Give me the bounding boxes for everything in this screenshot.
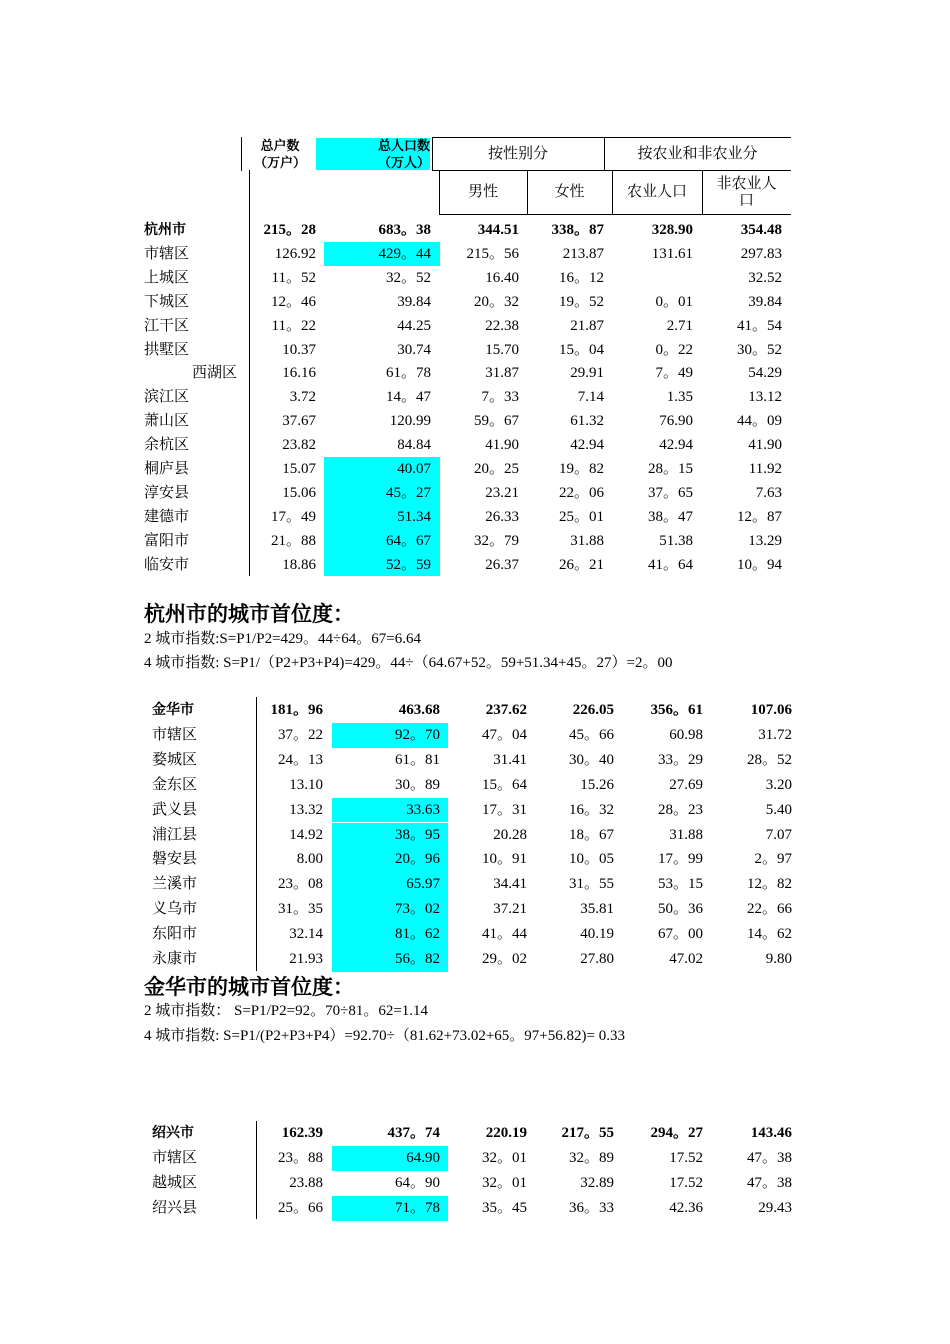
region-name: 兰溪市 xyxy=(152,876,198,893)
region-name: 富阳市 xyxy=(144,532,190,549)
jinhua-formula-4: 4 城市指数: S=P1/(P2+P3+P4）=92.70÷（81.62+73.02+65。97+56.82)= 0.33 xyxy=(144,1028,625,1044)
table-cell: 131.61 xyxy=(651,245,693,262)
table-cell: 463.68 xyxy=(398,702,440,718)
table-cell: 14。47 xyxy=(385,389,431,406)
table-cell: 7。33 xyxy=(481,389,519,406)
table-cell: 41.90 xyxy=(748,437,782,454)
table-cell: 84.84 xyxy=(397,437,431,454)
table-cell: 59。67 xyxy=(473,413,519,430)
table-cell: 27.69 xyxy=(669,776,703,793)
table-cell: 67。00 xyxy=(657,926,703,943)
table-cell: 23.88 xyxy=(289,1174,323,1191)
table-cell: 30.74 xyxy=(397,341,431,358)
table-cell: 13.32 xyxy=(289,801,323,818)
table-cell: 61。78 xyxy=(385,365,431,382)
agri-header: 农业人口 xyxy=(626,184,687,200)
table-cell: 36。33 xyxy=(568,1199,614,1216)
table-cell: 143.46 xyxy=(750,1125,792,1141)
table-cell: 47。38 xyxy=(746,1174,792,1191)
table-cell: 32.89 xyxy=(580,1174,614,1191)
table-cell: 44。09 xyxy=(736,413,782,430)
table-cell: 22。06 xyxy=(558,484,604,501)
table-cell: 215。56 xyxy=(466,245,519,262)
hangzhou-title: 杭州市的城市首位度： xyxy=(144,602,354,626)
table-cell: 23。88 xyxy=(277,1149,323,1166)
region-name: 绍兴市 xyxy=(152,1125,194,1141)
table-cell: 0。22 xyxy=(655,341,693,358)
households-header: 总户数 （万户） xyxy=(253,139,306,171)
table-cell: 18。67 xyxy=(568,826,614,843)
table-cell: 53。15 xyxy=(657,876,703,893)
nonagri-header: 非农业人 口 xyxy=(716,176,777,209)
table-cell: 17。49 xyxy=(270,508,316,525)
table-cell: 356。61 xyxy=(650,702,703,718)
table-cell: 16.16 xyxy=(282,365,316,382)
region-name: 拱墅区 xyxy=(144,341,190,358)
region-name: 余杭区 xyxy=(144,437,190,454)
header-divider xyxy=(241,137,242,171)
table-cell: 19。52 xyxy=(558,293,604,310)
table-cell: 23.82 xyxy=(282,437,316,454)
region-name: 建德市 xyxy=(144,508,190,525)
table-cell: 107.06 xyxy=(750,702,792,718)
table-cell: 31。55 xyxy=(568,876,614,893)
table-cell: 47。38 xyxy=(746,1149,792,1166)
table-cell: 16。32 xyxy=(568,801,614,818)
table-cell: 31.87 xyxy=(485,365,519,382)
table-cell: 24。13 xyxy=(277,751,323,768)
by-agri-header: 按农业和非农业分 xyxy=(637,146,758,162)
table-cell: 33.63 xyxy=(406,801,440,818)
table-cell: 215。28 xyxy=(263,222,316,238)
table-cell: 31。35 xyxy=(277,901,323,918)
table-cell: 181。96 xyxy=(270,702,323,718)
table-cell: 3.72 xyxy=(289,389,316,406)
table-cell: 31.41 xyxy=(493,751,527,768)
header-line xyxy=(249,170,250,214)
table-cell: 683。38 xyxy=(378,222,431,238)
table-cell: 29.91 xyxy=(570,365,604,382)
table-cell: 47.02 xyxy=(669,951,703,967)
table-cell: 22.38 xyxy=(485,317,519,334)
table-cell: 20。32 xyxy=(473,293,519,310)
table-cell: 26.37 xyxy=(485,556,519,573)
table-cell: 13.29 xyxy=(748,532,782,549)
table-cell: 37.21 xyxy=(493,901,527,918)
table-cell: 37。22 xyxy=(277,726,323,743)
table-cell: 11.92 xyxy=(748,461,782,477)
table-cell: 52。59 xyxy=(385,556,431,573)
table-cell: 18.86 xyxy=(282,556,316,573)
table-cell: 30。89 xyxy=(394,776,440,793)
table-cell: 37。65 xyxy=(647,484,693,501)
region-name: 永康市 xyxy=(152,951,198,967)
table-cell: 64。67 xyxy=(385,532,431,549)
table-cell: 23.21 xyxy=(485,484,519,501)
table-cell: 12。87 xyxy=(736,508,782,525)
region-name: 下城区 xyxy=(144,293,190,310)
region-name: 临安市 xyxy=(144,556,190,573)
table-cell: 10。91 xyxy=(481,851,527,868)
table-cell: 17。99 xyxy=(657,851,703,868)
header-top-line xyxy=(432,137,791,138)
table-cell: 38。47 xyxy=(647,508,693,525)
table-cell: 40.19 xyxy=(580,926,614,943)
region-name: 婺城区 xyxy=(152,751,198,768)
table-cell: 21.93 xyxy=(289,951,323,967)
table-cell: 1.35 xyxy=(666,389,693,406)
region-name: 武义县 xyxy=(152,801,198,818)
table-cell: 13.12 xyxy=(748,389,782,406)
table-cell: 20.28 xyxy=(493,826,527,843)
region-name: 滨江区 xyxy=(144,389,190,406)
table-cell: 47。04 xyxy=(481,726,527,743)
table-cell: 32。79 xyxy=(473,532,519,549)
table-cell: 7.07 xyxy=(765,826,792,843)
table-cell: 30。52 xyxy=(736,341,782,358)
table-cell: 32。89 xyxy=(568,1149,614,1166)
table-cell: 81。62 xyxy=(394,926,440,943)
region-name: 越城区 xyxy=(152,1174,198,1191)
table-cell: 7。49 xyxy=(655,365,693,382)
hangzhou-formula-4: 4 城市指数: S=P1/（P2+P3+P4)=429。44÷（64.67+52。59+51.34+45。27）=2。00 xyxy=(144,655,673,671)
table-cell: 71。78 xyxy=(394,1199,440,1216)
table-cell: 29.43 xyxy=(758,1199,792,1216)
table-cell: 14.92 xyxy=(289,826,323,843)
region-name: 江干区 xyxy=(144,317,190,334)
table-cell: 0。01 xyxy=(655,293,693,310)
table-cell: 76.90 xyxy=(659,413,693,430)
table-cell: 22。66 xyxy=(746,901,792,918)
table-cell: 11。22 xyxy=(271,317,316,334)
table-cell: 328.90 xyxy=(651,222,693,238)
region-name: 金华市 xyxy=(152,702,194,718)
table-cell: 17.52 xyxy=(669,1149,703,1166)
table-cell: 21.87 xyxy=(570,317,604,334)
table-cell: 64.90 xyxy=(406,1149,440,1166)
table-cell: 28。23 xyxy=(657,801,703,818)
table-cell: 34.41 xyxy=(493,876,527,893)
table-cell: 14。62 xyxy=(746,926,792,943)
table-cell: 10。05 xyxy=(568,851,614,868)
table-cell: 7.63 xyxy=(755,484,782,501)
table-cell: 30。40 xyxy=(568,751,614,768)
table-cell: 354.48 xyxy=(740,222,782,238)
table-cell: 12。82 xyxy=(746,876,792,893)
table-cell: 35。45 xyxy=(481,1199,527,1216)
table-cell: 126.92 xyxy=(274,245,316,262)
table-cell: 51.38 xyxy=(659,532,693,549)
population-header: 总人口数 （万人） xyxy=(377,139,430,171)
male-header: 男性 xyxy=(467,184,498,200)
table-cell: 38。95 xyxy=(394,826,440,843)
table-cell: 17.52 xyxy=(669,1174,703,1191)
table-cell: 10.37 xyxy=(282,341,316,358)
table-cell: 54.29 xyxy=(748,365,782,382)
table-cell: 2。97 xyxy=(754,851,792,868)
table-cell: 217。55 xyxy=(561,1125,614,1141)
table-cell: 8.00 xyxy=(296,851,323,868)
table-cell: 15。04 xyxy=(558,341,604,358)
table-cell: 21。88 xyxy=(270,532,316,549)
table-cell: 32。01 xyxy=(481,1149,527,1166)
female-header: 女性 xyxy=(554,184,585,200)
table-cell: 17。31 xyxy=(481,801,527,818)
table-cell: 37.67 xyxy=(282,413,316,430)
table-cell: 338。87 xyxy=(551,222,604,238)
table-cell: 42.94 xyxy=(570,437,604,454)
table-cell: 12。46 xyxy=(270,293,316,310)
table-cell: 297.83 xyxy=(740,245,782,262)
table-cell: 15.70 xyxy=(485,341,519,358)
table-cell: 31.72 xyxy=(758,726,792,743)
region-name: 萧山区 xyxy=(144,413,190,430)
region-name: 市辖区 xyxy=(144,245,190,262)
table-cell: 10。94 xyxy=(736,556,782,573)
table-cell: 32.52 xyxy=(748,269,782,286)
hangzhou-formula-2: 2 城市指数:S=P1/P2=429。44÷64。67=6.64 xyxy=(144,631,421,647)
table-cell: 20。25 xyxy=(473,461,519,477)
region-name: 磐安县 xyxy=(152,851,198,868)
table-cell: 429。44 xyxy=(378,245,431,262)
region-name: 金东区 xyxy=(152,776,198,793)
by-sex-header: 按性别分 xyxy=(487,146,548,162)
table-cell: 61.32 xyxy=(570,413,604,430)
table-cell: 15.26 xyxy=(580,776,614,793)
table-cell: 5.40 xyxy=(765,801,792,818)
table-cell: 16。12 xyxy=(558,269,604,286)
table-cell: 11。52 xyxy=(271,269,316,286)
table-cell: 33。29 xyxy=(657,751,703,768)
table-cell: 28。15 xyxy=(647,461,693,477)
header-bottom-line xyxy=(439,214,791,215)
table-cell: 19。82 xyxy=(558,461,604,477)
table-cell: 45。66 xyxy=(568,726,614,743)
region-name: 淳安县 xyxy=(144,484,190,501)
table-cell: 41。54 xyxy=(736,317,782,334)
table-cell: 213.87 xyxy=(562,245,604,262)
table-cell: 39.84 xyxy=(397,293,431,310)
table-cell: 32。52 xyxy=(385,269,431,286)
table-cell: 28。52 xyxy=(746,751,792,768)
table-cell: 41.90 xyxy=(485,437,519,454)
table-cell: 437。74 xyxy=(387,1125,440,1141)
table-cell: 45。27 xyxy=(385,484,431,501)
table-cell: 294。27 xyxy=(650,1125,703,1141)
table-cell: 15。64 xyxy=(481,776,527,793)
table-cell: 226.05 xyxy=(572,702,614,718)
table-cell: 9.80 xyxy=(765,951,792,967)
table-cell: 31.88 xyxy=(669,826,703,843)
region-name: 桐庐县 xyxy=(144,461,190,477)
table-cell: 50。36 xyxy=(657,901,703,918)
table-cell: 35.81 xyxy=(580,901,614,918)
table-cell: 162.39 xyxy=(281,1125,323,1141)
table-cell: 40.07 xyxy=(397,461,431,477)
table-cell: 39.84 xyxy=(748,293,782,310)
table-cell: 237.62 xyxy=(485,702,527,718)
region-name: 绍兴县 xyxy=(152,1199,198,1216)
table-cell: 2.71 xyxy=(666,317,693,334)
table-cell: 15.06 xyxy=(282,484,316,501)
jinhua-formula-2: 2 城市指数： S=P1/P2=92。70÷81。62=1.14 xyxy=(144,1003,429,1019)
table-cell: 42.94 xyxy=(659,437,693,454)
table-cell: 16.40 xyxy=(485,269,519,286)
table-cell: 41。64 xyxy=(647,556,693,573)
table-cell: 29。02 xyxy=(481,951,527,967)
table-cell: 15.07 xyxy=(282,461,316,477)
table-cell: 27.80 xyxy=(580,951,614,967)
table-cell: 25。66 xyxy=(277,1199,323,1216)
table-cell: 25。01 xyxy=(558,508,604,525)
region-name: 杭州市 xyxy=(144,222,186,238)
table-cell: 20。96 xyxy=(394,851,440,868)
jinhua-title: 金华市的城市首位度： xyxy=(144,975,354,999)
table-cell: 26。21 xyxy=(558,556,604,573)
table-cell: 64。90 xyxy=(394,1174,440,1191)
table-cell: 3.20 xyxy=(765,776,792,793)
table-cell: 56。82 xyxy=(394,951,440,967)
table-cell: 220.19 xyxy=(485,1125,527,1141)
region-name: 上城区 xyxy=(144,269,190,286)
table-cell: 73。02 xyxy=(394,901,440,918)
table-cell: 344.51 xyxy=(477,222,519,238)
table-cell: 92。70 xyxy=(394,726,440,743)
table-cell: 23。08 xyxy=(277,876,323,893)
region-name: 市辖区 xyxy=(152,1149,198,1166)
table-cell: 41。44 xyxy=(481,926,527,943)
table-cell: 26.33 xyxy=(485,508,519,525)
table-cell: 7.14 xyxy=(577,389,604,406)
table-cell: 42.36 xyxy=(669,1199,703,1216)
table-cell: 44.25 xyxy=(397,317,431,334)
region-name: 市辖区 xyxy=(152,726,198,743)
region-name: 西湖区 xyxy=(192,365,238,382)
region-name: 浦江县 xyxy=(152,826,198,843)
table-cell: 65.97 xyxy=(406,876,440,893)
table-cell: 31.88 xyxy=(570,532,604,549)
table-cell: 60.98 xyxy=(669,726,703,743)
table-cell: 32。01 xyxy=(481,1174,527,1191)
table-cell: 120.99 xyxy=(389,413,431,430)
table-cell: 32.14 xyxy=(289,926,323,943)
region-name: 东阳市 xyxy=(152,926,198,943)
table-cell: 13.10 xyxy=(289,776,323,793)
region-name: 义乌市 xyxy=(152,901,198,918)
table-cell: 51.34 xyxy=(397,508,431,525)
table-cell: 61。81 xyxy=(394,751,440,768)
